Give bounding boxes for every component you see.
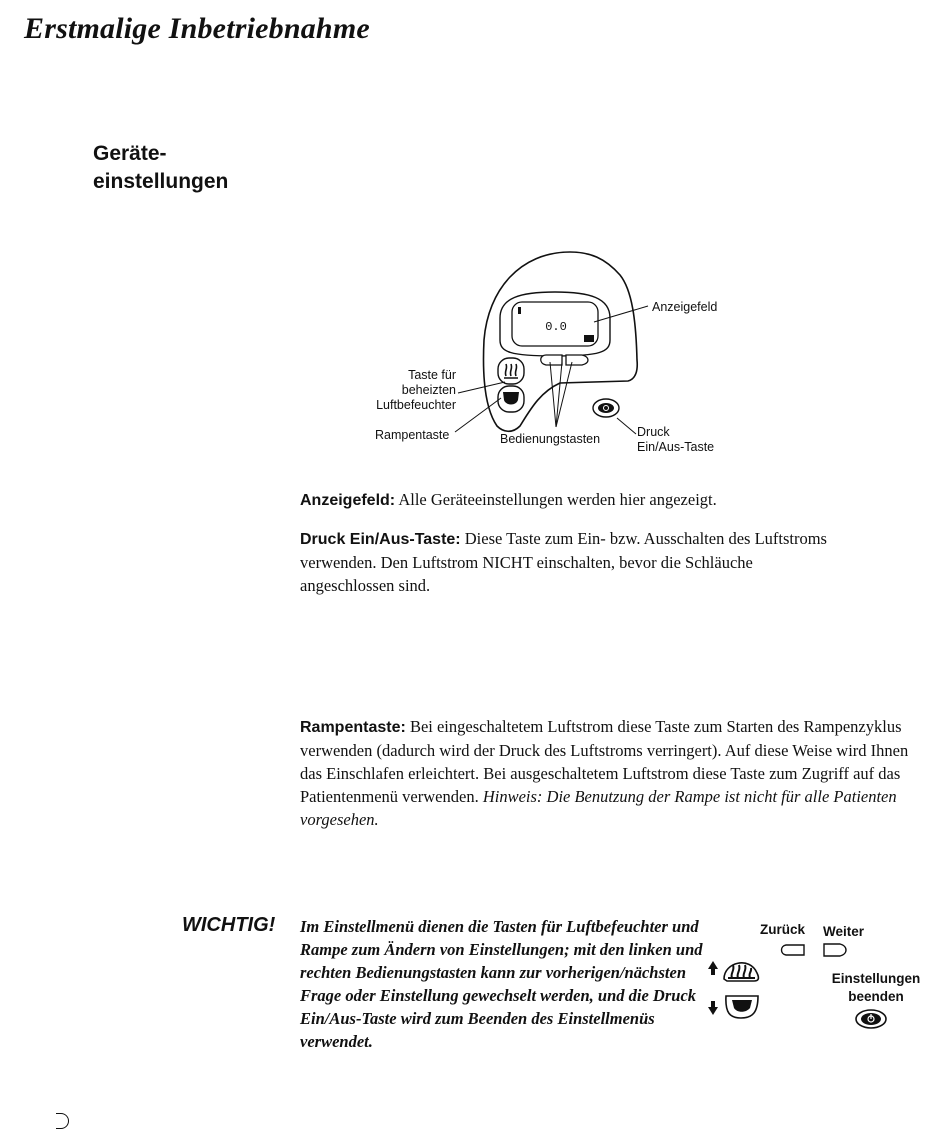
display-readout: 0.0 bbox=[545, 320, 567, 334]
term-druck: Druck Ein/Aus-Taste: bbox=[300, 531, 461, 548]
important-text: Im Einstellmenü dienen die Tasten für Luftbefeuchter und Rampe zum Ändern von Einstellungen; mit den linken und rechten Bedienungstasten kann zur vorherigen/nächsten Frage oder Einstellung gewechselt werden, und die Druck Ein/Aus-Taste wird zum Beenden des Einstellmenüs verwendet. bbox=[300, 917, 703, 1051]
term-anzeigefeld: Anzeigefeld: bbox=[300, 492, 396, 509]
device-diagram bbox=[0, 0, 950, 470]
down-arrow-icon bbox=[708, 1001, 718, 1015]
left-nav-key[interactable] bbox=[541, 355, 562, 365]
legend-next-label: Weiter bbox=[823, 924, 865, 939]
heat-icon bbox=[504, 364, 518, 378]
label-humidifier-key bbox=[362, 368, 456, 413]
text-anzeigefeld: Alle Geräteeinstellungen werden hier angezeigt. bbox=[398, 490, 717, 509]
text-rampe: Bei eingeschaltetem Luftstrom diese Taste zum Starten des Rampenzyklus verwenden (dadurch wird der Druck des Luftstroms verringert). Auf diese Weise wird Ihnen das Einschlafen erleichtert. Bei ausgeschaltetem Luftstrom diese Taste zum Zugriff auf das Patientenmenü verwenden. bbox=[300, 717, 909, 806]
label-druck bbox=[637, 425, 714, 455]
page-number-mark bbox=[56, 1113, 69, 1129]
legend-right-key-icon bbox=[824, 944, 846, 956]
section-heading-line-2: einstellungen bbox=[93, 170, 229, 193]
legend-exit-line-1: Einstellungen bbox=[831, 971, 921, 986]
device-illustration bbox=[0, 0, 950, 470]
legend-back-label: Zurück bbox=[760, 922, 806, 937]
label-humidifier-line-2: beheizten bbox=[401, 383, 456, 397]
label-rampentaste: Rampentaste bbox=[375, 428, 450, 442]
label-bedienungstasten: Bedienungstasten bbox=[500, 432, 601, 446]
label-druck-line-2: Ein/Aus-Taste bbox=[637, 440, 715, 454]
label-anzeigefeld: Anzeigefeld bbox=[652, 300, 718, 314]
legend-exit-label bbox=[812, 970, 940, 1006]
page-title: Erstmalige Inbetriebnahme bbox=[24, 12, 370, 45]
label-humidifier-line-3: Luftbefeuchter bbox=[376, 398, 456, 412]
important-label: WICHTIG! bbox=[182, 914, 276, 936]
up-arrow-icon bbox=[708, 961, 718, 975]
label-druck-line-1: Druck bbox=[637, 425, 670, 439]
legend-exit-line-2: beenden bbox=[848, 989, 904, 1004]
right-nav-key[interactable] bbox=[566, 355, 588, 365]
text-druck: Diese Taste zum Ein- bzw. Ausschalten des Luftstroms verwenden. Den Luftstrom NICHT einschalten, bevor die Schläuche angeschlossen sind. bbox=[300, 529, 827, 595]
paragraph-anzeigefeld bbox=[300, 488, 930, 512]
paragraph-druck bbox=[300, 527, 845, 597]
term-rampe: Rampentaste: bbox=[300, 719, 406, 736]
paragraph-rampe bbox=[300, 715, 928, 831]
legend-left-key-icon bbox=[782, 945, 805, 955]
hint-rampe: Hinweis: Die Benutzung der Rampe ist nicht für alle Patienten vorgesehen. bbox=[300, 787, 897, 829]
section-heading-line-1: Geräte- bbox=[93, 142, 167, 165]
label-humidifier-line-1: Taste für bbox=[408, 368, 456, 382]
key-legend bbox=[700, 918, 940, 1038]
